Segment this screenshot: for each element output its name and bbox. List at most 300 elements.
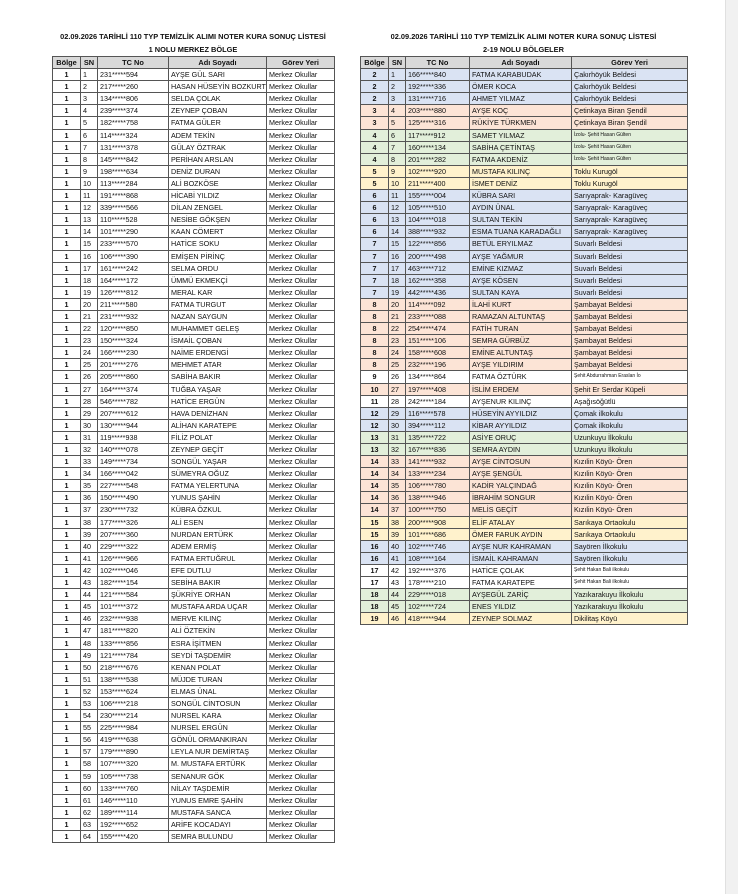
cell-gorevyeri: Çakırhöyük Beldesi bbox=[572, 93, 688, 105]
cell-adsoyad: NAİME ERDENGİ bbox=[169, 347, 267, 359]
cell-tcno: 102*****920 bbox=[406, 165, 470, 177]
cell-tcno: 121*****784 bbox=[98, 649, 169, 661]
cell-bolge: 17 bbox=[361, 564, 389, 576]
cell-gorevyeri: Merkez Okullar bbox=[267, 81, 335, 93]
cell-sn: 55 bbox=[81, 722, 98, 734]
cell-adsoyad: MÜJDE TURAN bbox=[169, 673, 267, 685]
cell-tcno: 116*****578 bbox=[406, 407, 470, 419]
cell-bolge: 1 bbox=[53, 577, 81, 589]
cell-tcno: 117*****912 bbox=[406, 129, 470, 141]
cell-sn: 24 bbox=[81, 347, 98, 359]
cell-adsoyad: ADEM TEKİN bbox=[169, 129, 267, 141]
cell-gorevyeri: Merkez Okullar bbox=[267, 589, 335, 601]
cell-bolge: 19 bbox=[361, 613, 389, 625]
cell-bolge: 1 bbox=[53, 93, 81, 105]
cell-sn: 19 bbox=[81, 286, 98, 298]
table-row bbox=[53, 177, 335, 189]
cell-gorevyeri: Merkez Okullar bbox=[267, 770, 335, 782]
cell-adsoyad: KÜBRA SARI bbox=[470, 190, 572, 202]
table-row bbox=[361, 407, 688, 419]
cell-tcno: 105*****510 bbox=[406, 202, 470, 214]
cell-tcno: 207*****360 bbox=[98, 528, 169, 540]
cell-adsoyad: AYŞE YAĞMUR bbox=[470, 250, 572, 262]
table-row bbox=[53, 286, 335, 298]
cell-gorevyeri: Suvarlı Beldesi bbox=[572, 250, 688, 262]
cell-sn: 16 bbox=[81, 250, 98, 262]
table-header-row bbox=[361, 57, 688, 69]
cell-tcno: 217*****260 bbox=[98, 81, 169, 93]
cell-bolge: 2 bbox=[361, 69, 389, 81]
cell-adsoyad: TUĞBA YAŞAR bbox=[169, 383, 267, 395]
cell-bolge: 10 bbox=[361, 383, 389, 395]
cell-bolge: 1 bbox=[53, 69, 81, 81]
cell-gorevyeri: Merkez Okullar bbox=[267, 492, 335, 504]
cell-gorevyeri: Merkez Okullar bbox=[267, 734, 335, 746]
cell-adsoyad: M. MUSTAFA ERTÜRK bbox=[169, 758, 267, 770]
cell-gorevyeri: Merkez Okullar bbox=[267, 444, 335, 456]
table-row bbox=[53, 335, 335, 347]
table-row bbox=[361, 444, 688, 456]
cell-adsoyad: FATMA KARATEPE bbox=[470, 577, 572, 589]
cell-gorevyeri: Şehit Hakan Bali ilkokulu bbox=[572, 577, 688, 589]
table-row bbox=[53, 504, 335, 516]
cell-adsoyad: İLAHİ KURT bbox=[470, 298, 572, 310]
cell-gorevyeri: Merkez Okullar bbox=[267, 601, 335, 613]
cell-bolge: 3 bbox=[361, 105, 389, 117]
cell-sn: 38 bbox=[81, 516, 98, 528]
cell-gorevyeri: Toklu Kurugöl bbox=[572, 177, 688, 189]
cell-sn: 39 bbox=[81, 528, 98, 540]
table-row bbox=[53, 141, 335, 153]
cell-sn: 26 bbox=[389, 371, 406, 383]
merkez-table-body bbox=[53, 69, 335, 843]
cell-sn: 60 bbox=[81, 782, 98, 794]
cell-bolge: 2 bbox=[361, 93, 389, 105]
table-row bbox=[361, 540, 688, 552]
cell-adsoyad: ZEYNEP ÇOBAN bbox=[169, 105, 267, 117]
cell-gorevyeri: Merkez Okullar bbox=[267, 746, 335, 758]
cell-adsoyad: AYŞE KÖSEN bbox=[470, 274, 572, 286]
cell-gorevyeri: Merkez Okullar bbox=[267, 407, 335, 419]
cell-tcno: 146*****110 bbox=[98, 794, 169, 806]
cell-gorevyeri: Çomak ilkokulu bbox=[572, 419, 688, 431]
cell-adsoyad: EMİNE ALTUNTAŞ bbox=[470, 347, 572, 359]
cell-adsoyad: NESİBE GÖKŞEN bbox=[169, 214, 267, 226]
cell-sn: 38 bbox=[389, 516, 406, 528]
table-row bbox=[53, 323, 335, 335]
cell-adsoyad: AYŞE KOÇ bbox=[470, 105, 572, 117]
cell-tcno: 339*****566 bbox=[98, 202, 169, 214]
cell-adsoyad: AYŞE GÜL SARI bbox=[169, 69, 267, 81]
cell-tcno: 138*****946 bbox=[406, 492, 470, 504]
table-row bbox=[361, 298, 688, 310]
cell-bolge: 1 bbox=[53, 782, 81, 794]
col-header-sn: SN bbox=[389, 57, 406, 69]
cell-adsoyad: SEMRA GÜRBÜZ bbox=[470, 335, 572, 347]
table-row bbox=[361, 286, 688, 298]
cell-tcno: 177*****326 bbox=[98, 516, 169, 528]
cell-bolge: 5 bbox=[361, 177, 389, 189]
cell-adsoyad: ENES YILDIZ bbox=[470, 601, 572, 613]
cell-bolge: 1 bbox=[53, 214, 81, 226]
table-row bbox=[361, 141, 688, 153]
cell-tcno: 231*****594 bbox=[98, 69, 169, 81]
cell-bolge: 1 bbox=[53, 141, 81, 153]
cell-gorevyeri: Yazıkarakuyu İlkokulu bbox=[572, 601, 688, 613]
table-row bbox=[53, 770, 335, 782]
cell-adsoyad: AHMET YILMAZ bbox=[470, 93, 572, 105]
table-row bbox=[53, 758, 335, 770]
cell-gorevyeri: Çetinkaya Biran Şendil bbox=[572, 117, 688, 129]
cell-adsoyad: ÖMER KOCA bbox=[470, 81, 572, 93]
table-row bbox=[53, 105, 335, 117]
cell-adsoyad: MUSTAFA ARDA UÇAR bbox=[169, 601, 267, 613]
table-row bbox=[361, 226, 688, 238]
cell-gorevyeri: Merkez Okullar bbox=[267, 431, 335, 443]
cell-gorevyeri: Merkez Okullar bbox=[267, 177, 335, 189]
col-header-gorevyeri: Görev Yeri bbox=[267, 57, 335, 69]
col-header-tcno: TC No bbox=[98, 57, 169, 69]
cell-gorevyeri: Merkez Okullar bbox=[267, 516, 335, 528]
table-row bbox=[361, 262, 688, 274]
cell-gorevyeri: Merkez Okullar bbox=[267, 528, 335, 540]
cell-adsoyad: EMİŞEN PİRİNÇ bbox=[169, 250, 267, 262]
cell-sn: 30 bbox=[389, 419, 406, 431]
cell-adsoyad: HÜSEYİN AYYILDIZ bbox=[470, 407, 572, 419]
table-row bbox=[53, 395, 335, 407]
cell-adsoyad: HASAN HÜSEYİN BOZKURT bbox=[169, 81, 267, 93]
cell-bolge: 1 bbox=[53, 601, 81, 613]
region-title-left: 1 NOLU MERKEZ BÖLGE bbox=[148, 45, 238, 54]
cell-adsoyad: AYŞENUR KILINÇ bbox=[470, 395, 572, 407]
cell-sn: 7 bbox=[81, 141, 98, 153]
cell-gorevyeri: Çakırhöyük Beldesi bbox=[572, 81, 688, 93]
cell-sn: 5 bbox=[389, 117, 406, 129]
cell-bolge: 1 bbox=[53, 661, 81, 673]
cell-tcno: 161*****242 bbox=[98, 262, 169, 274]
cell-tcno: 200*****908 bbox=[406, 516, 470, 528]
cell-bolge: 1 bbox=[53, 335, 81, 347]
cell-sn: 10 bbox=[389, 177, 406, 189]
cell-tcno: 122*****856 bbox=[406, 238, 470, 250]
cell-adsoyad: KÜBRA ÖZKUL bbox=[169, 504, 267, 516]
cell-bolge: 7 bbox=[361, 262, 389, 274]
cell-tcno: 134*****806 bbox=[98, 93, 169, 105]
regions-table-body bbox=[361, 69, 688, 625]
cell-adsoyad: SONGÜL YAŞAR bbox=[169, 456, 267, 468]
cell-adsoyad: KİBAR AYYILDIZ bbox=[470, 419, 572, 431]
cell-tcno: 126*****966 bbox=[98, 552, 169, 564]
cell-gorevyeri: Merkez Okullar bbox=[267, 685, 335, 697]
table-row bbox=[361, 601, 688, 613]
cell-sn: 53 bbox=[81, 697, 98, 709]
table-row bbox=[361, 613, 688, 625]
cell-sn: 34 bbox=[389, 468, 406, 480]
table-row bbox=[361, 93, 688, 105]
cell-sn: 12 bbox=[81, 202, 98, 214]
cell-adsoyad: SULTAN KAYA bbox=[470, 286, 572, 298]
cell-bolge: 14 bbox=[361, 468, 389, 480]
table-row bbox=[53, 637, 335, 649]
cell-sn: 27 bbox=[389, 383, 406, 395]
cell-tcno: 179*****890 bbox=[98, 746, 169, 758]
cell-tcno: 114*****324 bbox=[98, 129, 169, 141]
cell-tcno: 131*****716 bbox=[406, 93, 470, 105]
table-row bbox=[361, 177, 688, 189]
cell-gorevyeri: Suvarlı Beldesi bbox=[572, 238, 688, 250]
cell-bolge: 1 bbox=[53, 673, 81, 685]
cell-adsoyad: BETÜL ERYILMAZ bbox=[470, 238, 572, 250]
cell-tcno: 229*****018 bbox=[406, 589, 470, 601]
cell-bolge: 1 bbox=[53, 298, 81, 310]
cell-tcno: 138*****538 bbox=[98, 673, 169, 685]
cell-adsoyad: RAMAZAN ALTUNTAŞ bbox=[470, 310, 572, 322]
cell-sn: 40 bbox=[81, 540, 98, 552]
cell-bolge: 4 bbox=[361, 153, 389, 165]
cell-bolge: 1 bbox=[53, 746, 81, 758]
cell-tcno: 105*****738 bbox=[98, 770, 169, 782]
cell-sn: 54 bbox=[81, 710, 98, 722]
cell-sn: 1 bbox=[81, 69, 98, 81]
cell-bolge: 14 bbox=[361, 492, 389, 504]
cell-gorevyeri: Merkez Okullar bbox=[267, 564, 335, 576]
cell-tcno: 101*****372 bbox=[98, 601, 169, 613]
cell-tcno: 133*****760 bbox=[98, 782, 169, 794]
cell-bolge: 8 bbox=[361, 359, 389, 371]
table-row bbox=[53, 190, 335, 202]
table-row bbox=[53, 710, 335, 722]
cell-bolge: 1 bbox=[53, 492, 81, 504]
cell-sn: 36 bbox=[389, 492, 406, 504]
cell-tcno: 198*****634 bbox=[98, 165, 169, 177]
cell-gorevyeri: Merkez Okullar bbox=[267, 153, 335, 165]
cell-gorevyeri: Merkez Okullar bbox=[267, 540, 335, 552]
cell-tcno: 166*****042 bbox=[98, 468, 169, 480]
cell-adsoyad: FATMA YELERTUNA bbox=[169, 480, 267, 492]
cell-gorevyeri: Merkez Okullar bbox=[267, 806, 335, 818]
cell-adsoyad: ADEM ERMİŞ bbox=[169, 540, 267, 552]
cell-sn: 34 bbox=[81, 468, 98, 480]
table-row bbox=[53, 734, 335, 746]
cell-bolge: 16 bbox=[361, 552, 389, 564]
cell-adsoyad: GÜLAY ÖZTRAK bbox=[169, 141, 267, 153]
cell-gorevyeri: Merkez Okullar bbox=[267, 419, 335, 431]
cell-adsoyad: HATİCE ERGÜN bbox=[169, 395, 267, 407]
cell-gorevyeri: Merkez Okullar bbox=[267, 371, 335, 383]
cell-gorevyeri: Aşağısöğütlü bbox=[572, 395, 688, 407]
table-row bbox=[53, 262, 335, 274]
cell-bolge: 1 bbox=[53, 395, 81, 407]
cell-sn: 49 bbox=[81, 649, 98, 661]
cell-sn: 35 bbox=[389, 480, 406, 492]
cell-bolge: 1 bbox=[53, 153, 81, 165]
table-row bbox=[361, 310, 688, 322]
cell-adsoyad: EFE DUTLU bbox=[169, 564, 267, 576]
cell-adsoyad: SELMA ORDU bbox=[169, 262, 267, 274]
cell-gorevyeri: Çakırhöyük Beldesi bbox=[572, 69, 688, 81]
cell-sn: 3 bbox=[389, 93, 406, 105]
cell-bolge: 1 bbox=[53, 649, 81, 661]
cell-sn: 7 bbox=[389, 141, 406, 153]
cell-gorevyeri: Merkez Okullar bbox=[267, 165, 335, 177]
cell-tcno: 145*****842 bbox=[98, 153, 169, 165]
cell-gorevyeri: Merkez Okullar bbox=[267, 93, 335, 105]
cell-bolge: 1 bbox=[53, 794, 81, 806]
cell-tcno: 197*****408 bbox=[406, 383, 470, 395]
cell-tcno: 101*****290 bbox=[98, 226, 169, 238]
cell-sn: 22 bbox=[389, 323, 406, 335]
cell-tcno: 192*****652 bbox=[98, 818, 169, 830]
cell-gorevyeri: Merkez Okullar bbox=[267, 129, 335, 141]
cell-adsoyad: MEHMET ATAR bbox=[169, 359, 267, 371]
cell-tcno: 167*****836 bbox=[406, 444, 470, 456]
cell-sn: 18 bbox=[81, 274, 98, 286]
cell-bolge: 1 bbox=[53, 456, 81, 468]
cell-tcno: 113*****284 bbox=[98, 177, 169, 189]
cell-sn: 44 bbox=[81, 589, 98, 601]
cell-bolge: 15 bbox=[361, 516, 389, 528]
cell-bolge: 1 bbox=[53, 528, 81, 540]
table-row bbox=[361, 81, 688, 93]
cell-sn: 46 bbox=[81, 613, 98, 625]
table-row bbox=[53, 117, 335, 129]
cell-sn: 33 bbox=[81, 456, 98, 468]
cell-bolge: 1 bbox=[53, 347, 81, 359]
page-scrollbar[interactable] bbox=[725, 0, 738, 894]
cell-sn: 11 bbox=[81, 190, 98, 202]
cell-sn: 45 bbox=[389, 601, 406, 613]
cell-tcno: 125*****316 bbox=[406, 117, 470, 129]
cell-tcno: 231*****932 bbox=[98, 310, 169, 322]
cell-gorevyeri: Merkez Okullar bbox=[267, 359, 335, 371]
cell-adsoyad: MUSTAFA KILINÇ bbox=[470, 165, 572, 177]
cell-bolge: 1 bbox=[53, 105, 81, 117]
cell-adsoyad: SONGÜL CİNTOSUN bbox=[169, 697, 267, 709]
cell-adsoyad: PERİHAN ARSLAN bbox=[169, 153, 267, 165]
table-row bbox=[53, 613, 335, 625]
cell-adsoyad: ALİ ÖZTEKİN bbox=[169, 625, 267, 637]
table-row bbox=[53, 468, 335, 480]
cell-adsoyad: ŞÜKRİYE ORHAN bbox=[169, 589, 267, 601]
table-row bbox=[53, 81, 335, 93]
table-row bbox=[53, 214, 335, 226]
cell-sn: 36 bbox=[81, 492, 98, 504]
table-row bbox=[361, 492, 688, 504]
cell-gorevyeri: Çomak ilkokulu bbox=[572, 407, 688, 419]
merkez-list-panel bbox=[52, 30, 334, 843]
table-row bbox=[53, 226, 335, 238]
cell-gorevyeri: Sarıkaya Ortaokulu bbox=[572, 528, 688, 540]
table-row bbox=[361, 238, 688, 250]
table-row bbox=[53, 673, 335, 685]
cell-sn: 32 bbox=[389, 444, 406, 456]
cell-adsoyad: NAZAN SAYGUN bbox=[169, 310, 267, 322]
cell-bolge: 6 bbox=[361, 190, 389, 202]
cell-bolge: 1 bbox=[53, 758, 81, 770]
cell-adsoyad: SEMRA BULUNDU bbox=[169, 831, 267, 843]
cell-tcno: 242*****184 bbox=[406, 395, 470, 407]
cell-tcno: 178*****210 bbox=[406, 577, 470, 589]
cell-sn: 30 bbox=[81, 419, 98, 431]
cell-sn: 22 bbox=[81, 323, 98, 335]
cell-sn: 21 bbox=[389, 310, 406, 322]
cell-tcno: 233*****570 bbox=[98, 238, 169, 250]
table-row bbox=[361, 395, 688, 407]
cell-tcno: 102*****046 bbox=[98, 564, 169, 576]
cell-adsoyad: AYDIN ÜNAL bbox=[470, 202, 572, 214]
table-row bbox=[361, 419, 688, 431]
cell-gorevyeri: Uzunkuyu İlkokulu bbox=[572, 444, 688, 456]
cell-gorevyeri: Şehit Hakan Bali ilkokulu bbox=[572, 564, 688, 576]
cell-gorevyeri: Şambayat Beldesi bbox=[572, 298, 688, 310]
table-row bbox=[53, 250, 335, 262]
cell-adsoyad: NURSEL ERGÜN bbox=[169, 722, 267, 734]
cell-sn: 42 bbox=[389, 564, 406, 576]
cell-tcno: 102*****724 bbox=[406, 601, 470, 613]
cell-bolge: 14 bbox=[361, 456, 389, 468]
cell-gorevyeri: Şehit Abdurrahman Eraslan İo bbox=[572, 371, 688, 383]
cell-tcno: 218*****676 bbox=[98, 661, 169, 673]
cell-bolge: 8 bbox=[361, 310, 389, 322]
cell-sn: 23 bbox=[389, 335, 406, 347]
regions-table bbox=[360, 56, 688, 625]
cell-tcno: 229*****322 bbox=[98, 540, 169, 552]
table-row bbox=[53, 564, 335, 576]
cell-bolge: 14 bbox=[361, 504, 389, 516]
cell-gorevyeri: Çetinkaya Biran Şendil bbox=[572, 105, 688, 117]
cell-gorevyeri: İzolu- Şehit Hasan Gülten bbox=[572, 141, 688, 153]
table-row bbox=[361, 383, 688, 395]
cell-sn: 6 bbox=[389, 129, 406, 141]
cell-gorevyeri: Merkez Okullar bbox=[267, 202, 335, 214]
cell-sn: 41 bbox=[81, 552, 98, 564]
cell-adsoyad: ÜMMÜ EKMEKÇİ bbox=[169, 274, 267, 286]
cell-adsoyad: SELDA ÇOLAK bbox=[169, 93, 267, 105]
cell-sn: 28 bbox=[81, 395, 98, 407]
cell-bolge: 8 bbox=[361, 323, 389, 335]
table-row bbox=[53, 540, 335, 552]
cell-adsoyad: AYŞEGÜL ZARİÇ bbox=[470, 589, 572, 601]
cell-gorevyeri: Sayören İlkokulu bbox=[572, 552, 688, 564]
cell-sn: 6 bbox=[81, 129, 98, 141]
cell-bolge: 1 bbox=[53, 310, 81, 322]
cell-tcno: 418*****944 bbox=[406, 613, 470, 625]
cell-gorevyeri: Sarıyaprak- Karagüveç bbox=[572, 226, 688, 238]
cell-bolge: 16 bbox=[361, 540, 389, 552]
table-row bbox=[53, 589, 335, 601]
cell-gorevyeri: Merkez Okullar bbox=[267, 637, 335, 649]
cell-gorevyeri: Merkez Okullar bbox=[267, 818, 335, 830]
cell-tcno: 121*****584 bbox=[98, 589, 169, 601]
cell-gorevyeri: İzolu- Şehit Hasan Gülten bbox=[572, 129, 688, 141]
cell-gorevyeri: Merkez Okullar bbox=[267, 310, 335, 322]
table-row bbox=[361, 468, 688, 480]
cell-bolge: 1 bbox=[53, 625, 81, 637]
cell-sn: 24 bbox=[389, 347, 406, 359]
table-row bbox=[53, 831, 335, 843]
cell-bolge: 1 bbox=[53, 383, 81, 395]
table-row bbox=[53, 577, 335, 589]
cell-adsoyad: HATİCE ÇOLAK bbox=[470, 564, 572, 576]
table-row bbox=[361, 371, 688, 383]
cell-sn: 61 bbox=[81, 794, 98, 806]
cell-bolge: 7 bbox=[361, 250, 389, 262]
cell-gorevyeri: Şambayat Beldesi bbox=[572, 335, 688, 347]
cell-adsoyad: NURDAN ERTÜRK bbox=[169, 528, 267, 540]
cell-adsoyad: YUNUS ŞAHİN bbox=[169, 492, 267, 504]
table-row bbox=[53, 383, 335, 395]
cell-gorevyeri: Merkez Okullar bbox=[267, 347, 335, 359]
